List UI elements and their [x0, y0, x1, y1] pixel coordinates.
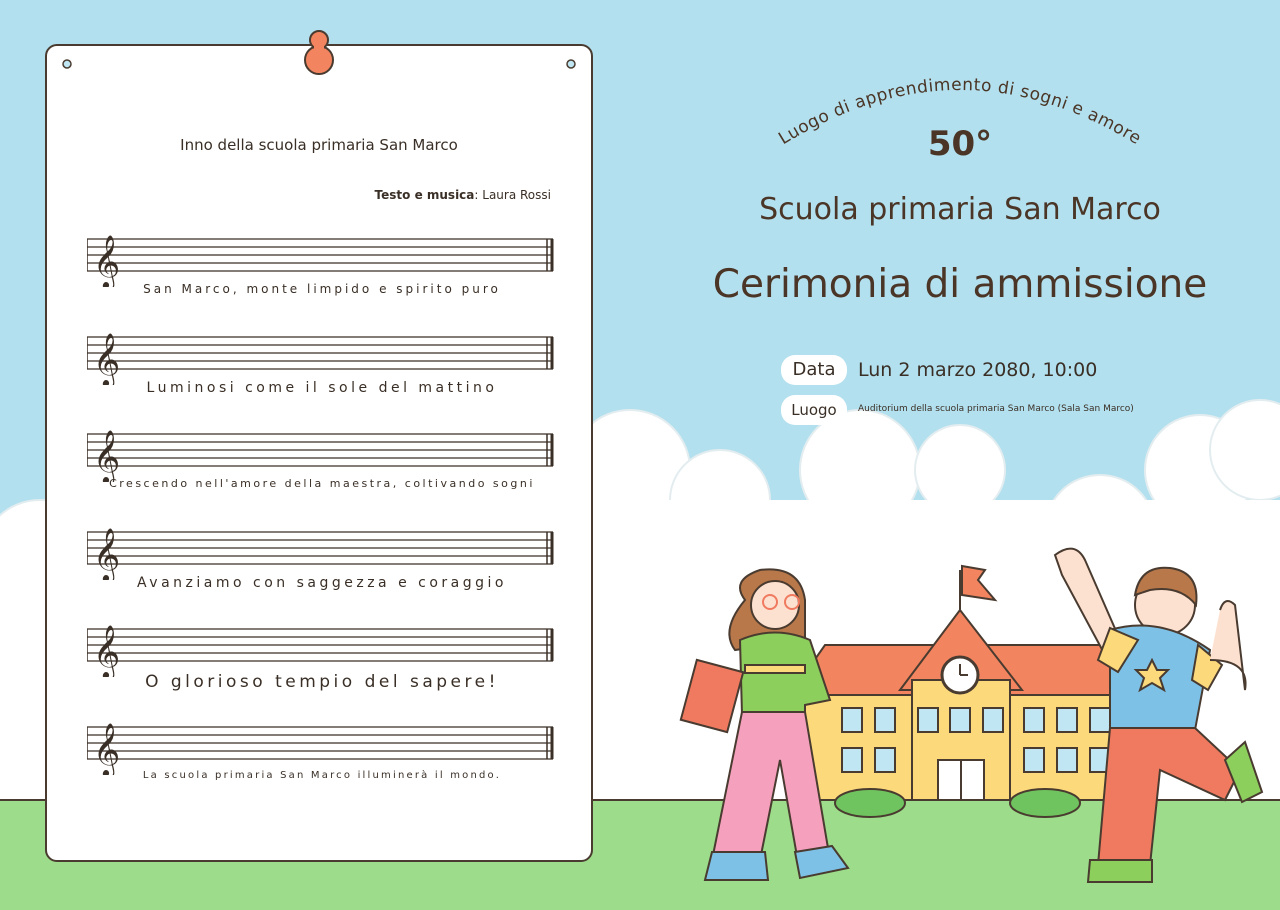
music-staff [87, 719, 557, 775]
credit-label: Testo e musica [374, 188, 475, 202]
hymn-sheet-board [45, 44, 593, 862]
hymn-credit [375, 188, 551, 202]
music-staff [87, 426, 557, 482]
tagline-text: Luogo di apprendimento di sogni e amore [775, 74, 1145, 150]
credit-value: : Laura Rossi [474, 188, 551, 202]
school-name: Scuola primaria San Marco [759, 192, 1161, 227]
lyric-line: Luminosi come il sole del mattino [146, 379, 498, 396]
screw-icon [61, 58, 73, 70]
anniversary-label: 50° [927, 124, 993, 164]
place-value: Auditorium della scuola primaria San Marco (Sala San Marco) [858, 404, 1134, 414]
treble-clef-icon: 𝄞 [93, 429, 121, 482]
music-staff [87, 524, 557, 580]
place-label-pill: Luogo [781, 395, 847, 425]
music-staff [87, 231, 557, 287]
music-staff [87, 621, 557, 677]
lyric-line: San Marco, monte limpido e spirito puro [143, 282, 501, 296]
lyric-line: Avanziamo con saggezza e coraggio [137, 574, 507, 591]
lyric-line: Crescendo nell'amore della maestra, coltivando sogni [109, 477, 535, 490]
lyric-line: La scuola primaria San Marco illuminerà il mondo. [142, 769, 502, 781]
treble-clef-icon: 𝄞 [93, 624, 121, 677]
pushpin-icon [299, 28, 339, 76]
date-label-pill: Data [781, 355, 847, 385]
music-staff [87, 329, 557, 385]
treble-clef-icon: 𝄞 [93, 234, 121, 287]
date-value: Lun 2 marzo 2080, 10:00 [858, 359, 1098, 381]
ceremony-title: Cerimonia di ammissione [712, 262, 1208, 307]
hymn-title: Inno della scuola primaria San Marco [180, 136, 458, 154]
screw-icon [565, 58, 577, 70]
treble-clef-icon: 𝄞 [93, 526, 121, 580]
lyric-line: O glorioso tempio del sapere! [145, 672, 499, 692]
treble-clef-icon: 𝄞 [93, 721, 121, 775]
treble-clef-icon: 𝄞 [93, 331, 121, 385]
